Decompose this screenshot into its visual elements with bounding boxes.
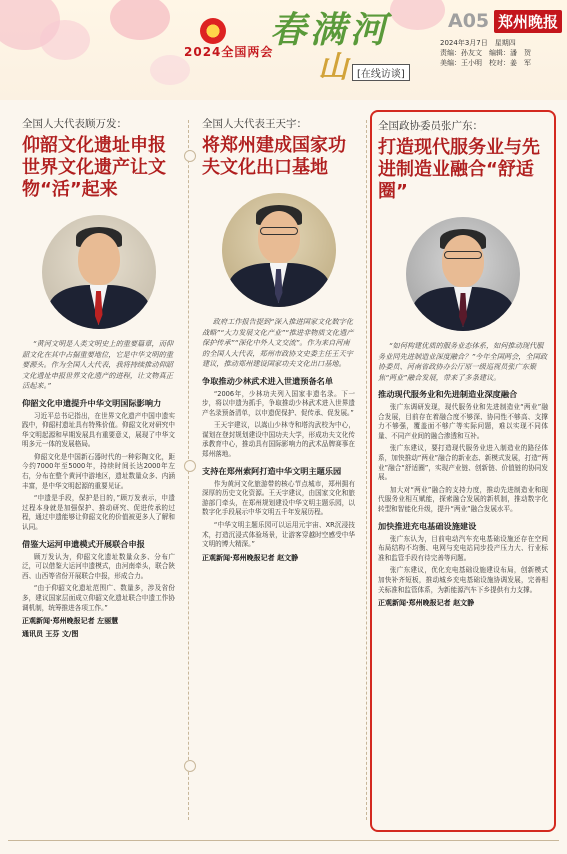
article-kicker: 全国人大代表顾万发： — [22, 118, 127, 130]
proofreader-line: 美编：王小明 校对：姜 军 — [440, 59, 531, 67]
article-intro: “如何构建优质的服务业态体系，如何推动现代服务业同先进制造业深度融合？”今年全国两会，全国政协委员、河南省政协办公厅原一级巡视员张广东聚焦“两业”融合发展，带来了多条建议。 — [378, 341, 548, 382]
article-byline: 通讯员 王芬 文/图 — [22, 630, 79, 639]
calligraphy-title: 春满河 — [270, 9, 391, 51]
divider-ornament — [184, 460, 196, 472]
article-byline: 正观新闻·郑州晚报记者 赵文静 — [202, 553, 299, 562]
edition-meta — [440, 38, 565, 68]
article-headline: 将郑州建成国家功夫文化出口基地 — [202, 135, 346, 178]
body-paragraph: 加大对“两业”融合的支持力度，推动先进制造业和现代服务业相互赋能，探索融合发展的新机制，推动数字化转型和智能化升级，提升“两业”融合发展水平。 — [378, 485, 548, 513]
article-kicker: 全国人大代表王天宇： — [202, 118, 307, 130]
body-paragraph: 张广东建议，要打造现代服务业进入制造业的路径体系，加快推动“两业”融合的新业态、新模式发展，打造“两业”融合“舒适圈”，实现产业链、创新链、价值链的协同发展。 — [378, 444, 548, 482]
highlighted-article — [370, 110, 556, 832]
body-paragraph: 作为黄河文化旅游带的核心节点城市，郑州拥有深厚的历史文化资源。王天宇建议，由国家文化和旅游部门牵头，在郑州规划建设中华文明主题乐园，以数字化手段展示中华文明五千年发展历程。 — [202, 479, 355, 517]
article-kicker: 全国政协委员张广东： — [378, 120, 483, 132]
section-subhead: 支持在郑州索阿打造中华文明主题乐园 — [202, 465, 342, 476]
article-byline: 正观新闻·郑州晚报记者 赵文静 — [378, 599, 475, 608]
section-subhead: 推动现代服务业和先进制造业深度融合 — [378, 389, 518, 399]
editor-line: 责编：孙友文 编辑：潘 贺 — [440, 49, 531, 57]
national-emblem-icon — [200, 18, 226, 44]
body-paragraph: “申遗是手段，保护是目的，”顾万发表示，申遗过程本身就是加强保护、推动研究、促进传承的过程，通过申遗能够让仰韶文化的价值被更多人了解和认同。 — [22, 494, 175, 532]
page-header — [0, 0, 567, 100]
divider-ornament — [184, 760, 196, 772]
body-paragraph: “2006年，少林功夫列入国家非遗名录。下一步，将以申遗为抓手，争取推动少林武术进入世界遗产名录预备清单，以申遗促保护、促传承、促发展。” — [202, 389, 355, 417]
article-intro: “黄河文明是人类文明史上的重要篇章，而仰韶文化在其中占据重要地位，它是中华文明的重要源头。作为全国人大代表，我将持续推动仰韶文化遗址申报世界文化遗产的进程，让文物真正活起来。” — [22, 339, 174, 390]
portrait-photo — [222, 193, 336, 307]
portrait-photo — [406, 217, 520, 331]
article-byline: 正观新闻·郑州晚报记者 左丽慧 — [22, 617, 119, 626]
newspaper-logo: 郑州晚报 — [494, 10, 562, 33]
body-paragraph: 习近平总书记指出，在世界文化遗产中国申遗实践中，仰韶村遗址具有特殊价值。仰韶文化对研究中华文明起源和早期发展具有重要意义，展现了中华文明多元一体的发展格局。 — [22, 411, 175, 449]
section-subhead: 加快推进充电基础设施建设 — [378, 520, 477, 531]
body-paragraph: 王天宇建议，以嵩山少林寺和塔沟武校为中心，谋划在登封规划建设中国功夫大学，形成功夫文化传承教育中心，推动具有国际影响力的武术品牌赛事在郑州落地。 — [202, 421, 355, 459]
body-paragraph: 顾万发认为，仰韶文化遗址数量众多、分布广泛，可以借鉴大运河申遗模式，由河南牵头，联合陕西、山西等省份开展联合申报，形成合力。 — [22, 552, 175, 580]
section-subhead: 借鉴大运河申遗模式开展联合申报 — [22, 538, 145, 549]
portrait-photo — [42, 215, 156, 329]
lianghui-label: 2024全国两会 — [184, 45, 274, 59]
column-tag: [在线访谈] — [352, 64, 410, 81]
body-paragraph: 张广东认为，目前电动汽车充电基础设施还存在空间布局结构不均衡、电网与充电站同步投产压力大、行业标准和监管手段有待完善等问题。 — [378, 534, 548, 562]
body-paragraph: 仰韶文化是中国新石器时代的一种彩陶文化，距今约7000年至5000年，持续时间长达2000年左右，分布在整个黄河中游地区，遗址数量众多、内涵丰富，是中华文明起源的重要见证。 — [22, 452, 175, 490]
page-number: A05 — [448, 10, 490, 32]
issue-date: 2024年3月7日 星期四 — [440, 39, 516, 47]
calligraphy-title-bottom: 山 — [318, 50, 348, 85]
cherry-blossom-decoration — [110, 0, 170, 40]
body-paragraph: “中华文明主题乐园可以运用元宇宙、XR沉浸技术，打造沉浸式体验场景，让游客穿越时空感受中华文明的博大精深。” — [202, 521, 355, 549]
body-paragraph: “由于仰韶文化遗址范围广、数量多，涉及省份多，建议国家层面成立仰韶文化遗址联合申遗工作协调机制，统筹推进各项工作。” — [22, 584, 175, 612]
body-paragraph: 张广东建议，优化充电基础设施建设布局，创新模式加快补齐短板，推动城乡充电基础设施协调发展，完善相关标准和监管体系，为新能源汽车下乡提供有力支撑。 — [378, 566, 548, 594]
article-headline: 仰韶文化遗址申报世界文化遗产让文物“活”起来 — [22, 135, 166, 200]
cherry-blossom-decoration — [390, 0, 445, 30]
body-paragraph: 张广东调研发现，现代服务业和先进制造业“两业”融合发展，目前存在着融合度不够深、协同性不够高、支撑力不够强，覆盖面不够广等实际问题，难以实现不同体量、不同产业间的融合渗透和互补。 — [378, 403, 548, 440]
article-headline: 打造现代服务业与先进制造业融合“舒适圈” — [378, 137, 540, 202]
article-column — [196, 110, 361, 832]
article-column — [16, 110, 181, 832]
cherry-blossom-decoration — [40, 20, 90, 60]
divider-ornament — [184, 150, 196, 162]
section-subhead: 争取推动少林武术进入世遗预备名单 — [202, 375, 334, 386]
section-subhead: 仰韶文化申遗提升中华文明国际影响力 — [22, 397, 162, 408]
footer-rule — [8, 840, 559, 841]
column-divider — [366, 120, 369, 820]
article-intro: 政府工作报告提到“深入推进国家文化数字化战略”“大力发展文化产业”“推进非物质文化遗产保护传承”“深化中外人文交流”。作为来自河南的全国人大代表，郑州市政协文史委主任王天宇建议，推动郑州建设国家功夫文化出口基地。 — [202, 317, 354, 368]
